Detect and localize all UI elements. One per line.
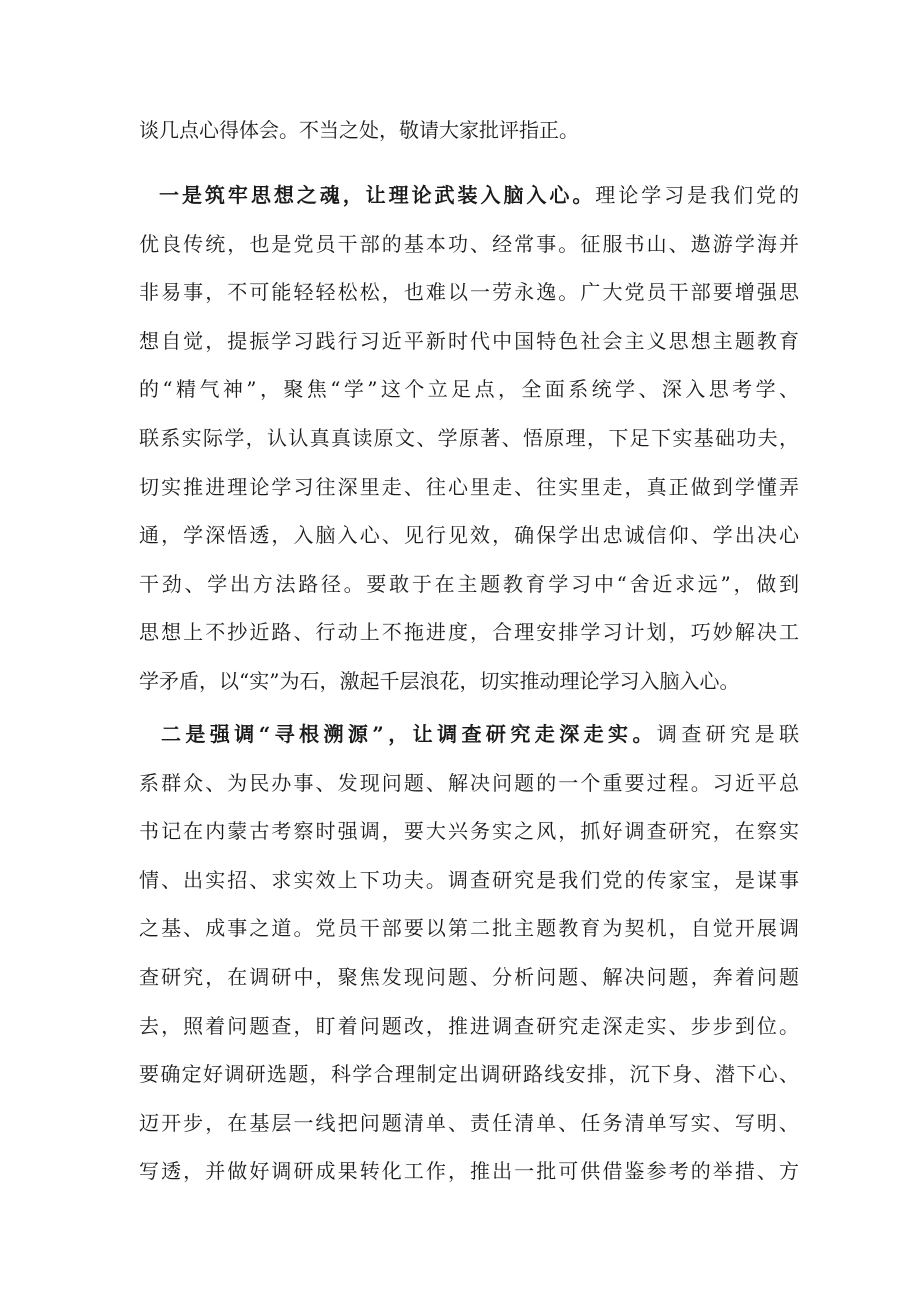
section-1-line: 优良传统，也是党员干部的基本功、经常事。征服书山、遨游学海并 [139,231,799,256]
section-1-paragraph [139,171,799,706]
section-2-paragraph [139,710,799,1196]
section-1-line: 非易事，不可能轻轻松松，也难以一劳永逸。广大党员干部要增强思 [139,280,799,305]
section-2-line: 查研究，在调研中，聚焦发现问题、分析问题、解决问题，奔着问题 [139,964,799,989]
section-2-line: 要确定好调研选题，科学合理制定出调研路线安排，沉下身、潜下心、 [139,1062,799,1087]
section-1-line: 切实推进理论学习往深里走、往心里走、往实里走，真正做到学懂弄 [139,474,799,499]
section-1-first-line-text: 理论学习是我们党的 [595,183,800,207]
section-1-line: 思想上不抄近路、行动上不拖进度，合理安排学习计划，巧妙解决工 [139,620,799,645]
section-2-heading: 二是强调“寻根溯源”，让调查研究走深走实。 [161,722,657,746]
intro-line: 谈几点心得体会。不当之处，敬请大家批评指正。 [139,118,579,142]
section-2-line: 情、出实招、求实效上下功夫。调查研究是我们党的传家宝，是谋事 [139,867,799,892]
section-1-line: 联系实际学，认认真真读原文、学原著、悟原理，下足下实基础功夫， [139,425,799,450]
section-1-line: 干劲、学出方法路径。要敢于在主题教育学习中“舍近求远”，做到 [139,571,799,596]
section-2-line: 去，照着问题查，盯着问题改，推进调查研究走深走实、步步到位。 [139,1013,799,1038]
section-1-line: 的“精气神”，聚焦“学”这个立足点，全面系统学、深入思考学、 [139,377,799,402]
section-2-line: 迈开步，在基层一线把问题清单、责任清单、任务清单写实、写明、 [139,1110,799,1135]
section-1-line: 想自觉，提振学习践行习近平新时代中国特色社会主义思想主题教育 [139,328,799,353]
section-2-line: 系群众、为民办事、发现问题、解决问题的一个重要过程。习近平总 [139,770,799,795]
section-2-first-line [139,710,799,759]
section-1-line: 通，学深悟透，入脑入心、见行见效，确保学出忠诚信仰、学出决心 [139,523,799,548]
section-2-first-line-text: 调查研究是联 [656,722,800,746]
intro-paragraph [139,106,799,155]
section-1-heading: 一是筑牢思想之魂，让理论武装入脑入心。 [159,183,596,207]
section-2-line: 之基、成事之道。党员干部要以第二批主题教育为契机，自觉开展调 [139,916,799,941]
section-1-first-line [139,171,799,220]
section-1-line: 学矛盾，以“实”为石，激起千层浪花，切实推动理论学习入脑入心。 [139,668,740,693]
section-2-line: 书记在内蒙古考察时强调，要大兴务实之风，抓好调查研究，在察实 [139,819,799,844]
section-2-line: 写透，并做好调研成果转化工作，推出一批可供借鉴参考的举措、方 [139,1159,799,1184]
